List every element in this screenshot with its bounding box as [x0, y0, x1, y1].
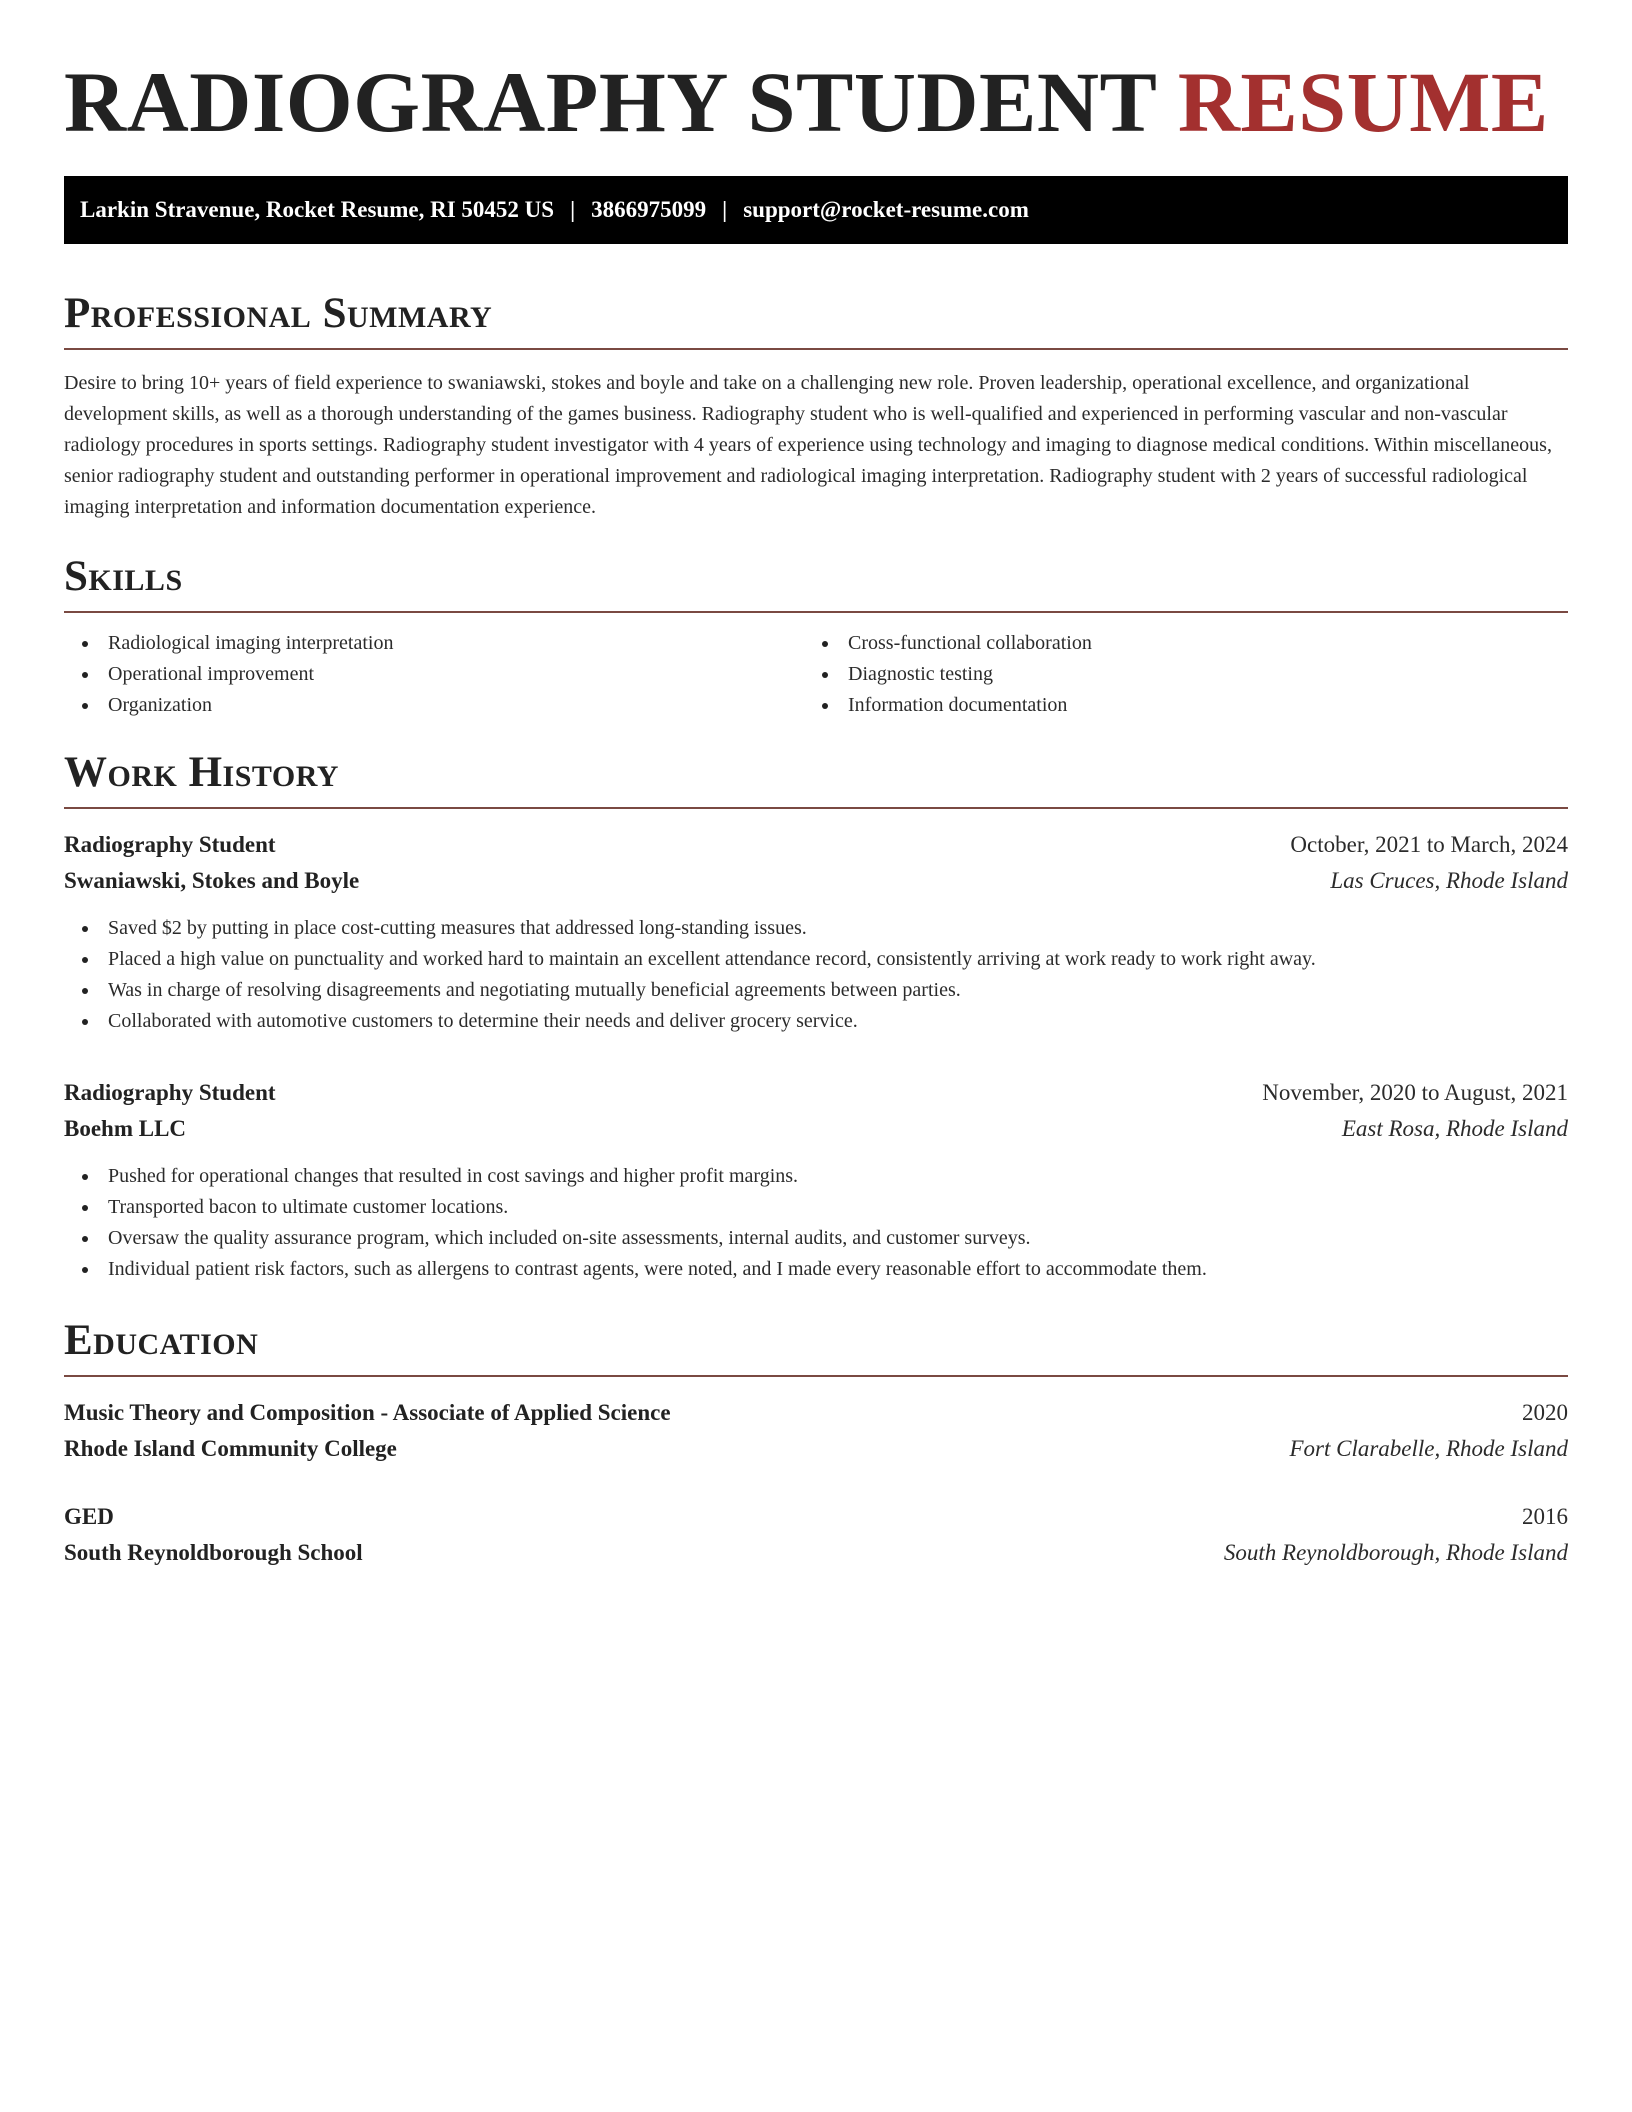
section-divider [64, 348, 1568, 350]
education-entry [64, 1395, 1568, 1467]
job-title: Radiography Student [64, 832, 276, 857]
education-year: 2016 [1522, 1504, 1568, 1529]
section-heading-skills: Skills [64, 553, 183, 600]
skill-item: Information documentation [804, 690, 1544, 721]
education-section [64, 1315, 1568, 1571]
section-heading-summary: Professional Summary [64, 290, 493, 337]
job-bullet: Collaborated with automotive customers to determine their needs and deliver grocery service. [64, 1006, 1568, 1037]
job-location: Las Cruces, Rhode Island [1330, 868, 1568, 893]
job-header-row [64, 827, 1568, 863]
education-degree-row [64, 1499, 1568, 1535]
job-bullet: Individual patient risk factors, such as allergens to contrast agents, were noted, and I made every reasonable effort to accommodate them. [64, 1254, 1568, 1285]
resume-title-accent: RESUME [1177, 54, 1549, 150]
contact-address: Larkin Stravenue, Rocket Resume, RI 50452 US [80, 197, 555, 222]
job-bullets [64, 1161, 1568, 1285]
job-bullet: Was in charge of resolving disagreements and negotiating mutually beneficial agreements between parties. [64, 975, 1568, 1006]
skills-grid [64, 628, 1568, 721]
education-degree-row [64, 1395, 1568, 1431]
section-heading-education: Education [64, 1317, 259, 1364]
job-company: Swaniawski, Stokes and Boyle [64, 868, 360, 893]
job-bullets [64, 913, 1568, 1037]
job-dates: November, 2020 to August, 2021 [1262, 1080, 1568, 1105]
education-school: Rhode Island Community College [64, 1436, 397, 1461]
job-bullet: Placed a high value on punctuality and worked hard to maintain an excellent attendance record, consistently arriving at work ready to work right away. [64, 944, 1568, 975]
skill-item: Diagnostic testing [804, 659, 1544, 690]
education-location: South Reynoldborough, Rhode Island [1223, 1540, 1568, 1565]
education-school-row [64, 1535, 1568, 1571]
job-dates: October, 2021 to March, 2024 [1290, 832, 1568, 857]
job-company-row [64, 1111, 1568, 1147]
job-company: Boehm LLC [64, 1116, 187, 1141]
job-bullet: Oversaw the quality assurance program, which included on-site assessments, internal audits, and customer surveys. [64, 1223, 1568, 1254]
job-entry [64, 1075, 1568, 1285]
contact-bar [64, 176, 1568, 244]
contact-separator: | [722, 197, 728, 222]
skill-item: Organization [64, 690, 804, 721]
education-degree: Music Theory and Composition - Associate of Applied Science [64, 1400, 671, 1425]
job-company-row [64, 863, 1568, 899]
skills-column-left [64, 628, 804, 721]
contact-phone: 3866975099 [591, 197, 707, 222]
resume-page [64, 0, 1568, 1571]
job-bullet: Saved $2 by putting in place cost-cutting measures that addressed long-standing issues. [64, 913, 1568, 944]
job-header-row [64, 1075, 1568, 1111]
job-bullet: Pushed for operational changes that resulted in cost savings and higher profit margins. [64, 1161, 1568, 1192]
professional-summary-section [64, 288, 1568, 523]
education-entry [64, 1499, 1568, 1571]
section-heading-work: Work History [64, 749, 339, 796]
education-school-row [64, 1431, 1568, 1467]
resume-title-main: RADIOGRAPHY STUDENT [64, 54, 1156, 150]
section-divider [64, 807, 1568, 809]
resume-title [64, 0, 1568, 152]
education-degree: GED [64, 1504, 114, 1529]
job-location: East Rosa, Rhode Island [1341, 1116, 1568, 1141]
education-location: Fort Clarabelle, Rhode Island [1289, 1436, 1568, 1461]
job-bullet: Transported bacon to ultimate customer locations. [64, 1192, 1568, 1223]
section-divider [64, 611, 1568, 613]
skill-item: Operational improvement [64, 659, 804, 690]
education-school: South Reynoldborough School [64, 1540, 363, 1565]
contact-email: support@rocket-resume.com [743, 197, 1029, 222]
summary-text: Desire to bring 10+ years of field experience to swaniawski, stokes and boyle and take on a challenging new role. Proven leadership, operational excellence, and organizational development skills, as well as a thorough understanding of the games business. Radiography student who is well-qualified and experienced in performing vascular and non-vascular radiology procedures in sports settings. Radiography student investigator with 4 years of experience using technology and imaging to diagnose medical conditions. Within miscellaneous, senior radiography student and outstanding performer in operational improvement and radiological imaging interpretation. Radiography student with 2 years of successful radiological imaging interpretation and information documentation experience. [64, 372, 1552, 518]
skill-item: Cross-functional collaboration [804, 628, 1544, 659]
education-year: 2020 [1522, 1400, 1568, 1425]
job-title: Radiography Student [64, 1080, 276, 1105]
skills-section [64, 551, 1568, 721]
job-entry [64, 827, 1568, 1037]
skill-item: Radiological imaging interpretation [64, 628, 804, 659]
skills-column-right [804, 628, 1544, 721]
work-history-section [64, 747, 1568, 1285]
section-divider [64, 1375, 1568, 1377]
contact-separator: | [570, 197, 576, 222]
